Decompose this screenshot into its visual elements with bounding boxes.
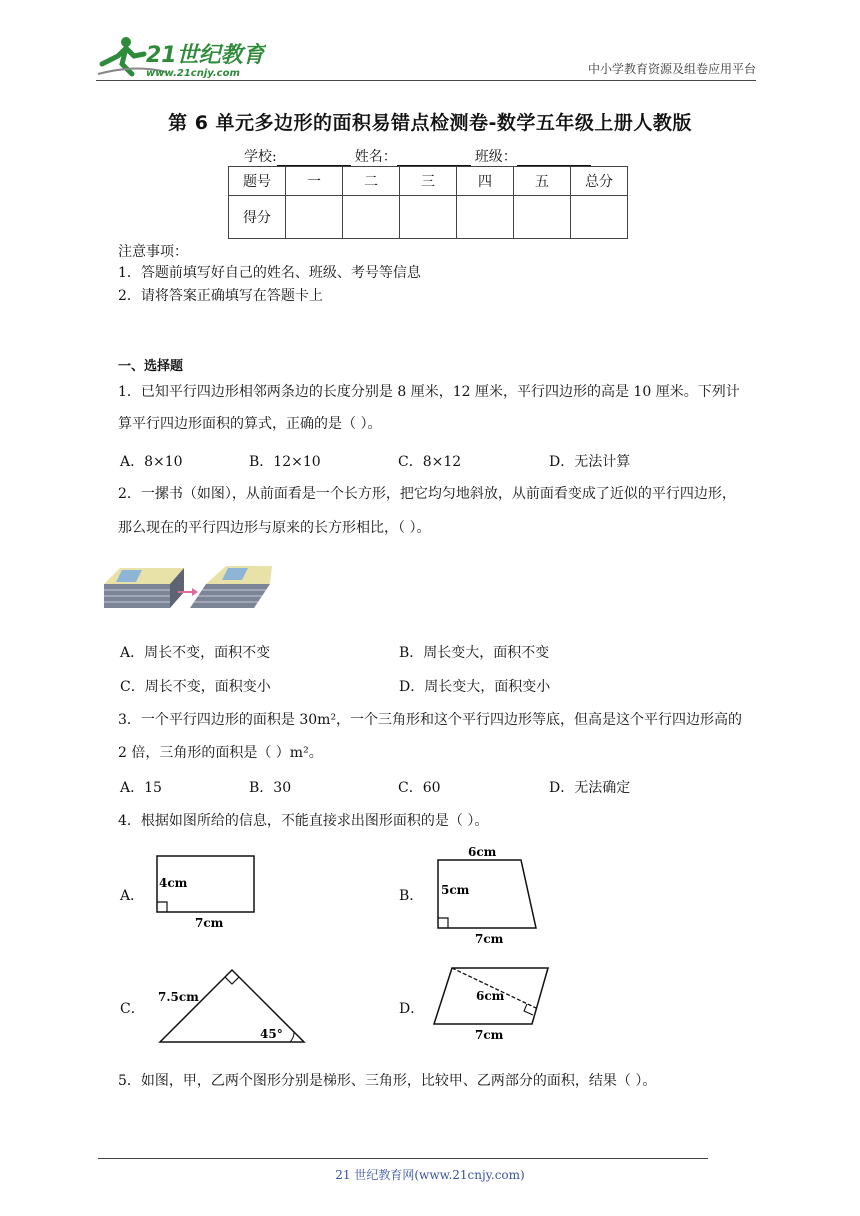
score-cell[interactable] [286, 196, 343, 239]
fig-d-bottom-label: 7cm [475, 1028, 504, 1042]
score-row-label: 得分 [229, 196, 286, 239]
runner-logo-icon [96, 34, 266, 80]
question-1-text-cont: 算平行四边形面积的算式，正确的是（ ）。 [118, 416, 382, 432]
name-label: 姓名： [354, 149, 397, 165]
question-3-text-cont: 2 倍，三角形的面积是（ ）m²。 [118, 745, 323, 761]
score-cell[interactable] [514, 196, 571, 239]
site-logo [96, 34, 266, 80]
q4-option-a[interactable]: A． [120, 888, 145, 904]
question-4-text: 4．根据如图所给的信息，不能直接求出图形面积的是（ ）。 [118, 813, 489, 829]
fig-b-bottom-label: 7cm [475, 932, 504, 946]
question-5-text: 5．如图，甲，乙两个图形分别是梯形、三角形，比较甲、乙两部分的面积，结果（ ）。 [118, 1073, 657, 1089]
student-info [244, 146, 595, 166]
score-table [228, 166, 628, 239]
section-heading: 一、选择题 [118, 359, 184, 374]
triangle-figure-icon [156, 966, 308, 1048]
q4-option-b[interactable]: B． [399, 888, 424, 904]
q3-option-c[interactable]: C．60 [398, 780, 441, 796]
name-blank[interactable] [397, 151, 471, 166]
question-2-text: 2．一摞书（如图），从前面看是一个长方形，把它均匀地斜放，从前面看变成了近似的平行四边形， [118, 486, 736, 502]
score-cell[interactable] [400, 196, 457, 239]
q2-option-d[interactable]: D．周长变大，面积变小 [399, 679, 551, 695]
fig-b-side-label: 5cm [441, 883, 470, 897]
footer-text: 21 世纪教育网(www.21cnjy.com) [335, 1168, 525, 1182]
q1-option-c[interactable]: C．8×12 [398, 454, 462, 470]
class-blank[interactable] [517, 151, 591, 166]
q1-option-d[interactable]: D．无法计算 [549, 454, 631, 470]
figure-c-triangle [156, 966, 308, 1052]
class-label: 班级： [474, 149, 517, 165]
q2-option-c[interactable]: C．周长不变，面积变小 [120, 679, 271, 695]
school-label: 学校: [244, 149, 277, 165]
fig-a-bottom-label: 7cm [195, 916, 224, 930]
q1-option-a[interactable]: A．8×10 [120, 454, 183, 470]
score-header-cell: 三 [400, 167, 457, 196]
school-blank[interactable] [277, 151, 351, 166]
book-stack-icon [102, 562, 274, 612]
trapezoid-figure-icon [430, 842, 550, 952]
q2-option-a[interactable]: A．周长不变，面积不变 [120, 645, 271, 661]
score-header-cell: 五 [514, 167, 571, 196]
page-title: 第 6 单元多边形的面积易错点检测卷-数学五年级上册人教版 [168, 112, 692, 134]
score-header-cell: 一 [286, 167, 343, 196]
score-header-cell: 二 [343, 167, 400, 196]
score-header-cell: 总分 [571, 167, 628, 196]
score-header-cell: 四 [457, 167, 514, 196]
header-divider [96, 80, 756, 81]
fig-c-angle-label: 45° [260, 1027, 283, 1041]
question-1-text: 1．已知平行四边形相邻两条边的长度分别是 8 厘米，12 厘米，平行四边形的高是 10 厘米。下列计 [118, 384, 740, 400]
figure-b-trapezoid [430, 842, 550, 956]
q2-option-b[interactable]: B．周长变大，面积不变 [399, 645, 550, 661]
parallelogram-figure-icon [430, 962, 555, 1044]
note-item: 1．答题前填写好自己的姓名、班级、考号等信息 [118, 265, 421, 281]
question-2-text-cont: 那么现在的平行四边形与原来的长方形相比，（ ）。 [118, 520, 431, 536]
q1-option-b[interactable]: B．12×10 [249, 454, 321, 470]
q3-option-b[interactable]: B．30 [249, 780, 292, 796]
notes-title: 注意事项： [118, 244, 188, 260]
q3-option-a[interactable]: A．15 [120, 780, 162, 796]
q3-option-d[interactable]: D．无法确定 [549, 780, 631, 796]
q4-option-c[interactable]: C． [120, 1001, 145, 1017]
fig-a-side-label: 4cm [159, 876, 188, 890]
figure-d-parallelogram [430, 962, 555, 1048]
q4-option-d[interactable]: D． [399, 1001, 425, 1017]
fig-c-side-label: 7.5cm [158, 990, 199, 1004]
logo-main-text: 21世纪教育 [146, 43, 265, 68]
score-cell[interactable] [457, 196, 514, 239]
platform-name: 中小学教育资源及组卷应用平台 [587, 62, 756, 76]
note-item: 2．请将答案正确填写在答题卡上 [118, 288, 323, 304]
figure-a-rectangle [150, 852, 270, 936]
fig-d-height-label: 6cm [476, 989, 505, 1003]
fig-b-top-label: 6cm [468, 845, 497, 859]
book-stack-figure [102, 562, 274, 616]
logo-url-text: www.21cnjy.com [146, 68, 240, 79]
question-3-text: 3．一个平行四边形的面积是 30m²，一个三角形和这个平行四边形等底，但高是这个平行四边形高的 [118, 712, 743, 728]
score-cell[interactable] [343, 196, 400, 239]
score-cell[interactable] [571, 196, 628, 239]
score-header-cell: 题号 [229, 167, 286, 196]
footer-divider [98, 1158, 708, 1159]
rectangle-figure-icon [150, 852, 270, 932]
